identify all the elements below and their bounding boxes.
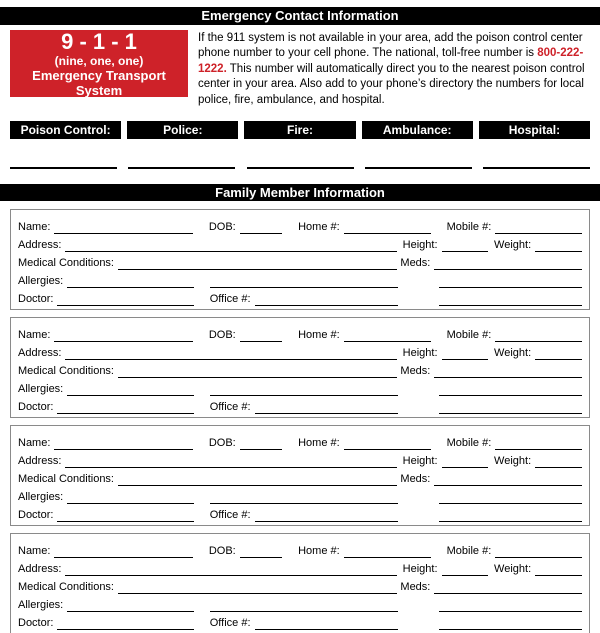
office-phone-fill-line xyxy=(255,413,399,414)
meds-continuation-line-1 xyxy=(439,503,582,504)
911-pronunciation: (nine, one, one) xyxy=(54,53,144,68)
mobile-phone-field xyxy=(447,329,582,342)
weight-label: Weight: xyxy=(494,239,532,252)
dob-label: DOB: xyxy=(208,221,236,234)
office-phone-label: Office #: xyxy=(209,293,251,306)
dob-field xyxy=(209,329,282,342)
label-bar-poison-control: Poison Control: xyxy=(10,121,121,139)
medical-conditions-field xyxy=(18,581,397,594)
height-fill-line xyxy=(442,359,489,360)
name-field xyxy=(18,545,193,558)
home-phone-field xyxy=(298,221,431,234)
doctor-fill-line xyxy=(57,305,193,306)
office-phone-field xyxy=(210,509,398,522)
member-row-3 xyxy=(18,576,582,594)
family-member-box xyxy=(10,533,590,633)
name-field xyxy=(18,329,193,342)
meds-field xyxy=(400,365,582,378)
weight-label: Weight: xyxy=(494,347,532,360)
mobile-phone-label: Mobile #: xyxy=(446,545,492,558)
weight-label: Weight: xyxy=(494,563,532,576)
doctor-fill-line xyxy=(57,521,193,522)
meds-label: Meds: xyxy=(400,365,431,378)
medical-conditions-label: Medical Conditions: xyxy=(18,365,114,378)
emergency-contact-label-bars xyxy=(10,121,590,139)
address-fill-line xyxy=(65,359,397,360)
medical-conditions-label: Medical Conditions: xyxy=(18,581,114,594)
poison-control-phone-number: 800-222-1222. xyxy=(198,47,584,75)
doctor-field xyxy=(18,617,194,630)
doctor-field xyxy=(18,293,194,306)
name-fill-line xyxy=(54,233,192,234)
home-phone-field xyxy=(298,437,431,450)
dob-fill-line xyxy=(240,341,282,342)
dob-fill-line xyxy=(240,449,282,450)
address-label: Address: xyxy=(18,347,62,360)
weight-fill-line xyxy=(535,575,582,576)
height-fill-line xyxy=(442,575,489,576)
office-phone-field xyxy=(210,293,398,306)
member-row-2 xyxy=(18,234,582,252)
member-row-5 xyxy=(18,288,582,306)
member-row-5 xyxy=(18,612,582,630)
office-phone-field xyxy=(210,617,398,630)
meds-continuation-line-2 xyxy=(439,629,582,630)
home-phone-fill-line xyxy=(344,341,431,342)
meds-label: Meds: xyxy=(400,257,431,270)
doctor-field xyxy=(18,509,194,522)
medical-conditions-label: Medical Conditions: xyxy=(18,257,114,270)
home-phone-fill-line xyxy=(344,449,431,450)
page-title: Emergency Contact Information xyxy=(0,7,600,25)
weight-field xyxy=(494,239,582,252)
doctor-label: Doctor: xyxy=(18,617,54,630)
dob-field xyxy=(209,221,282,234)
dob-fill-line xyxy=(240,233,282,234)
member-row-1 xyxy=(18,432,582,450)
office-phone-fill-line xyxy=(255,305,399,306)
paragraph-text-before: If the 911 system is not available in your area, add the poison control center phone number to your cell phone. The national, toll-free number is xyxy=(198,32,583,60)
mobile-phone-fill-line xyxy=(495,557,582,558)
allergies-label: Allergies: xyxy=(18,275,64,288)
member-row-3 xyxy=(18,360,582,378)
member-row-3 xyxy=(18,252,582,270)
address-fill-line xyxy=(65,467,397,468)
height-label: Height: xyxy=(402,347,438,360)
height-label: Height: xyxy=(402,455,438,468)
meds-continuation-line-2 xyxy=(439,413,582,414)
mobile-phone-field xyxy=(447,221,582,234)
height-field xyxy=(403,455,489,468)
doctor-fill-line xyxy=(57,413,193,414)
member-row-4 xyxy=(18,594,582,612)
member-row-3 xyxy=(18,468,582,486)
family-members-list xyxy=(10,209,590,633)
member-row-4 xyxy=(18,270,582,288)
emergency-contact-fill-lines xyxy=(10,167,590,169)
office-phone-fill-line xyxy=(255,629,399,630)
fire-fill-line xyxy=(247,167,354,169)
mobile-phone-label: Mobile #: xyxy=(446,329,492,342)
allergies-label: Allergies: xyxy=(18,491,64,504)
meds-field xyxy=(400,257,582,270)
meds-field xyxy=(400,473,582,486)
mobile-phone-fill-line xyxy=(495,341,582,342)
medical-conditions-fill-line xyxy=(118,269,397,270)
weight-label: Weight: xyxy=(494,455,532,468)
home-phone-field xyxy=(298,329,431,342)
allergies-continuation-line xyxy=(210,395,398,396)
member-row-2 xyxy=(18,342,582,360)
dob-fill-line xyxy=(240,557,282,558)
doctor-label: Doctor: xyxy=(18,293,54,306)
medical-conditions-fill-line xyxy=(118,485,397,486)
medical-conditions-fill-line xyxy=(118,377,397,378)
meds-continuation-line-1 xyxy=(439,611,582,612)
office-phone-label: Office #: xyxy=(209,617,251,630)
member-row-4 xyxy=(18,486,582,504)
office-phone-label: Office #: xyxy=(209,401,251,414)
allergies-continuation-line xyxy=(210,503,398,504)
police-fill-line xyxy=(128,167,235,169)
mobile-phone-label: Mobile #: xyxy=(446,437,492,450)
name-field xyxy=(18,437,193,450)
address-label: Address: xyxy=(18,563,62,576)
family-section-title: Family Member Information xyxy=(0,184,600,201)
mobile-phone-fill-line xyxy=(495,449,582,450)
member-row-5 xyxy=(18,504,582,522)
911-number: 9 - 1 - 1 xyxy=(61,28,137,54)
office-phone-field xyxy=(210,401,398,414)
member-row-4 xyxy=(18,378,582,396)
dob-label: DOB: xyxy=(208,545,236,558)
doctor-label: Doctor: xyxy=(18,401,54,414)
name-fill-line xyxy=(54,449,192,450)
allergies-label: Allergies: xyxy=(18,383,64,396)
address-fill-line xyxy=(65,575,397,576)
member-row-1 xyxy=(18,324,582,342)
911-badge xyxy=(10,30,188,97)
family-member-box xyxy=(10,425,590,526)
allergies-fill-line xyxy=(67,611,194,612)
weight-fill-line xyxy=(535,467,582,468)
label-bar-hospital: Hospital: xyxy=(479,121,590,139)
name-label: Name: xyxy=(18,545,51,558)
label-bar-fire: Fire: xyxy=(244,121,355,139)
allergies-fill-line xyxy=(67,503,194,504)
doctor-field xyxy=(18,401,194,414)
label-bar-ambulance: Ambulance: xyxy=(362,121,473,139)
hospital-fill-line xyxy=(483,167,590,169)
meds-continuation-line-1 xyxy=(439,287,582,288)
medical-conditions-fill-line xyxy=(118,593,397,594)
mobile-phone-field xyxy=(447,437,582,450)
poison-control-paragraph xyxy=(198,30,590,108)
mobile-phone-label: Mobile #: xyxy=(446,221,492,234)
home-phone-field xyxy=(298,545,431,558)
doctor-label: Doctor: xyxy=(18,509,54,522)
address-field xyxy=(18,455,397,468)
doctor-fill-line xyxy=(57,629,193,630)
address-field xyxy=(18,347,397,360)
dob-field xyxy=(209,545,282,558)
allergies-continuation-line xyxy=(210,287,398,288)
allergies-fill-line xyxy=(67,395,194,396)
weight-field xyxy=(494,563,582,576)
meds-continuation-line-2 xyxy=(439,305,582,306)
mobile-phone-field xyxy=(447,545,582,558)
meds-fill-line xyxy=(434,377,582,378)
911-caption: Emergency Transport System xyxy=(32,67,166,98)
address-field xyxy=(18,239,397,252)
height-fill-line xyxy=(442,467,489,468)
top-section xyxy=(10,30,590,108)
allergies-field xyxy=(18,383,194,396)
poison-control-fill-line xyxy=(10,167,117,169)
allergies-field xyxy=(18,599,194,612)
weight-field xyxy=(494,347,582,360)
paragraph-text-after: This number will automatically direct you to the nearest poison control center in your area. Also add to your phone’s directory the numbers for local police, fire, ambulance, and hospital. xyxy=(198,62,585,106)
name-label: Name: xyxy=(18,437,51,450)
weight-fill-line xyxy=(535,251,582,252)
ambulance-fill-line xyxy=(365,167,472,169)
meds-continuation-line-1 xyxy=(439,395,582,396)
home-phone-fill-line xyxy=(344,557,431,558)
address-fill-line xyxy=(65,251,397,252)
meds-fill-line xyxy=(434,485,582,486)
meds-label: Meds: xyxy=(400,473,431,486)
height-field xyxy=(403,239,489,252)
dob-label: DOB: xyxy=(208,329,236,342)
allergies-field xyxy=(18,491,194,504)
office-phone-fill-line xyxy=(255,521,399,522)
dob-field xyxy=(209,437,282,450)
meds-continuation-line-2 xyxy=(439,521,582,522)
member-row-1 xyxy=(18,216,582,234)
address-field xyxy=(18,563,397,576)
height-field xyxy=(403,347,489,360)
member-row-1 xyxy=(18,540,582,558)
meds-field xyxy=(400,581,582,594)
member-row-2 xyxy=(18,558,582,576)
dob-label: DOB: xyxy=(208,437,236,450)
medical-conditions-field xyxy=(18,473,397,486)
meds-fill-line xyxy=(434,269,582,270)
allergies-continuation-line xyxy=(210,611,398,612)
weight-fill-line xyxy=(535,359,582,360)
member-row-5 xyxy=(18,396,582,414)
home-phone-label: Home #: xyxy=(298,221,340,234)
address-label: Address: xyxy=(18,239,62,252)
office-phone-label: Office #: xyxy=(209,509,251,522)
allergies-label: Allergies: xyxy=(18,599,64,612)
home-phone-label: Home #: xyxy=(298,545,340,558)
home-phone-fill-line xyxy=(344,233,431,234)
name-fill-line xyxy=(54,557,192,558)
member-row-2 xyxy=(18,450,582,468)
medical-conditions-field xyxy=(18,365,397,378)
home-phone-label: Home #: xyxy=(298,329,340,342)
address-label: Address: xyxy=(18,455,62,468)
meds-fill-line xyxy=(434,593,582,594)
home-phone-label: Home #: xyxy=(298,437,340,450)
meds-label: Meds: xyxy=(400,581,431,594)
family-member-box xyxy=(10,317,590,418)
name-field xyxy=(18,221,193,234)
height-label: Height: xyxy=(402,563,438,576)
mobile-phone-fill-line xyxy=(495,233,582,234)
weight-field xyxy=(494,455,582,468)
allergies-field xyxy=(18,275,194,288)
family-member-box xyxy=(10,209,590,310)
medical-conditions-label: Medical Conditions: xyxy=(18,473,114,486)
name-label: Name: xyxy=(18,221,51,234)
name-label: Name: xyxy=(18,329,51,342)
label-bar-police: Police: xyxy=(127,121,238,139)
allergies-fill-line xyxy=(67,287,194,288)
medical-conditions-field xyxy=(18,257,397,270)
height-fill-line xyxy=(442,251,489,252)
height-label: Height: xyxy=(402,239,438,252)
name-fill-line xyxy=(54,341,192,342)
height-field xyxy=(403,563,489,576)
